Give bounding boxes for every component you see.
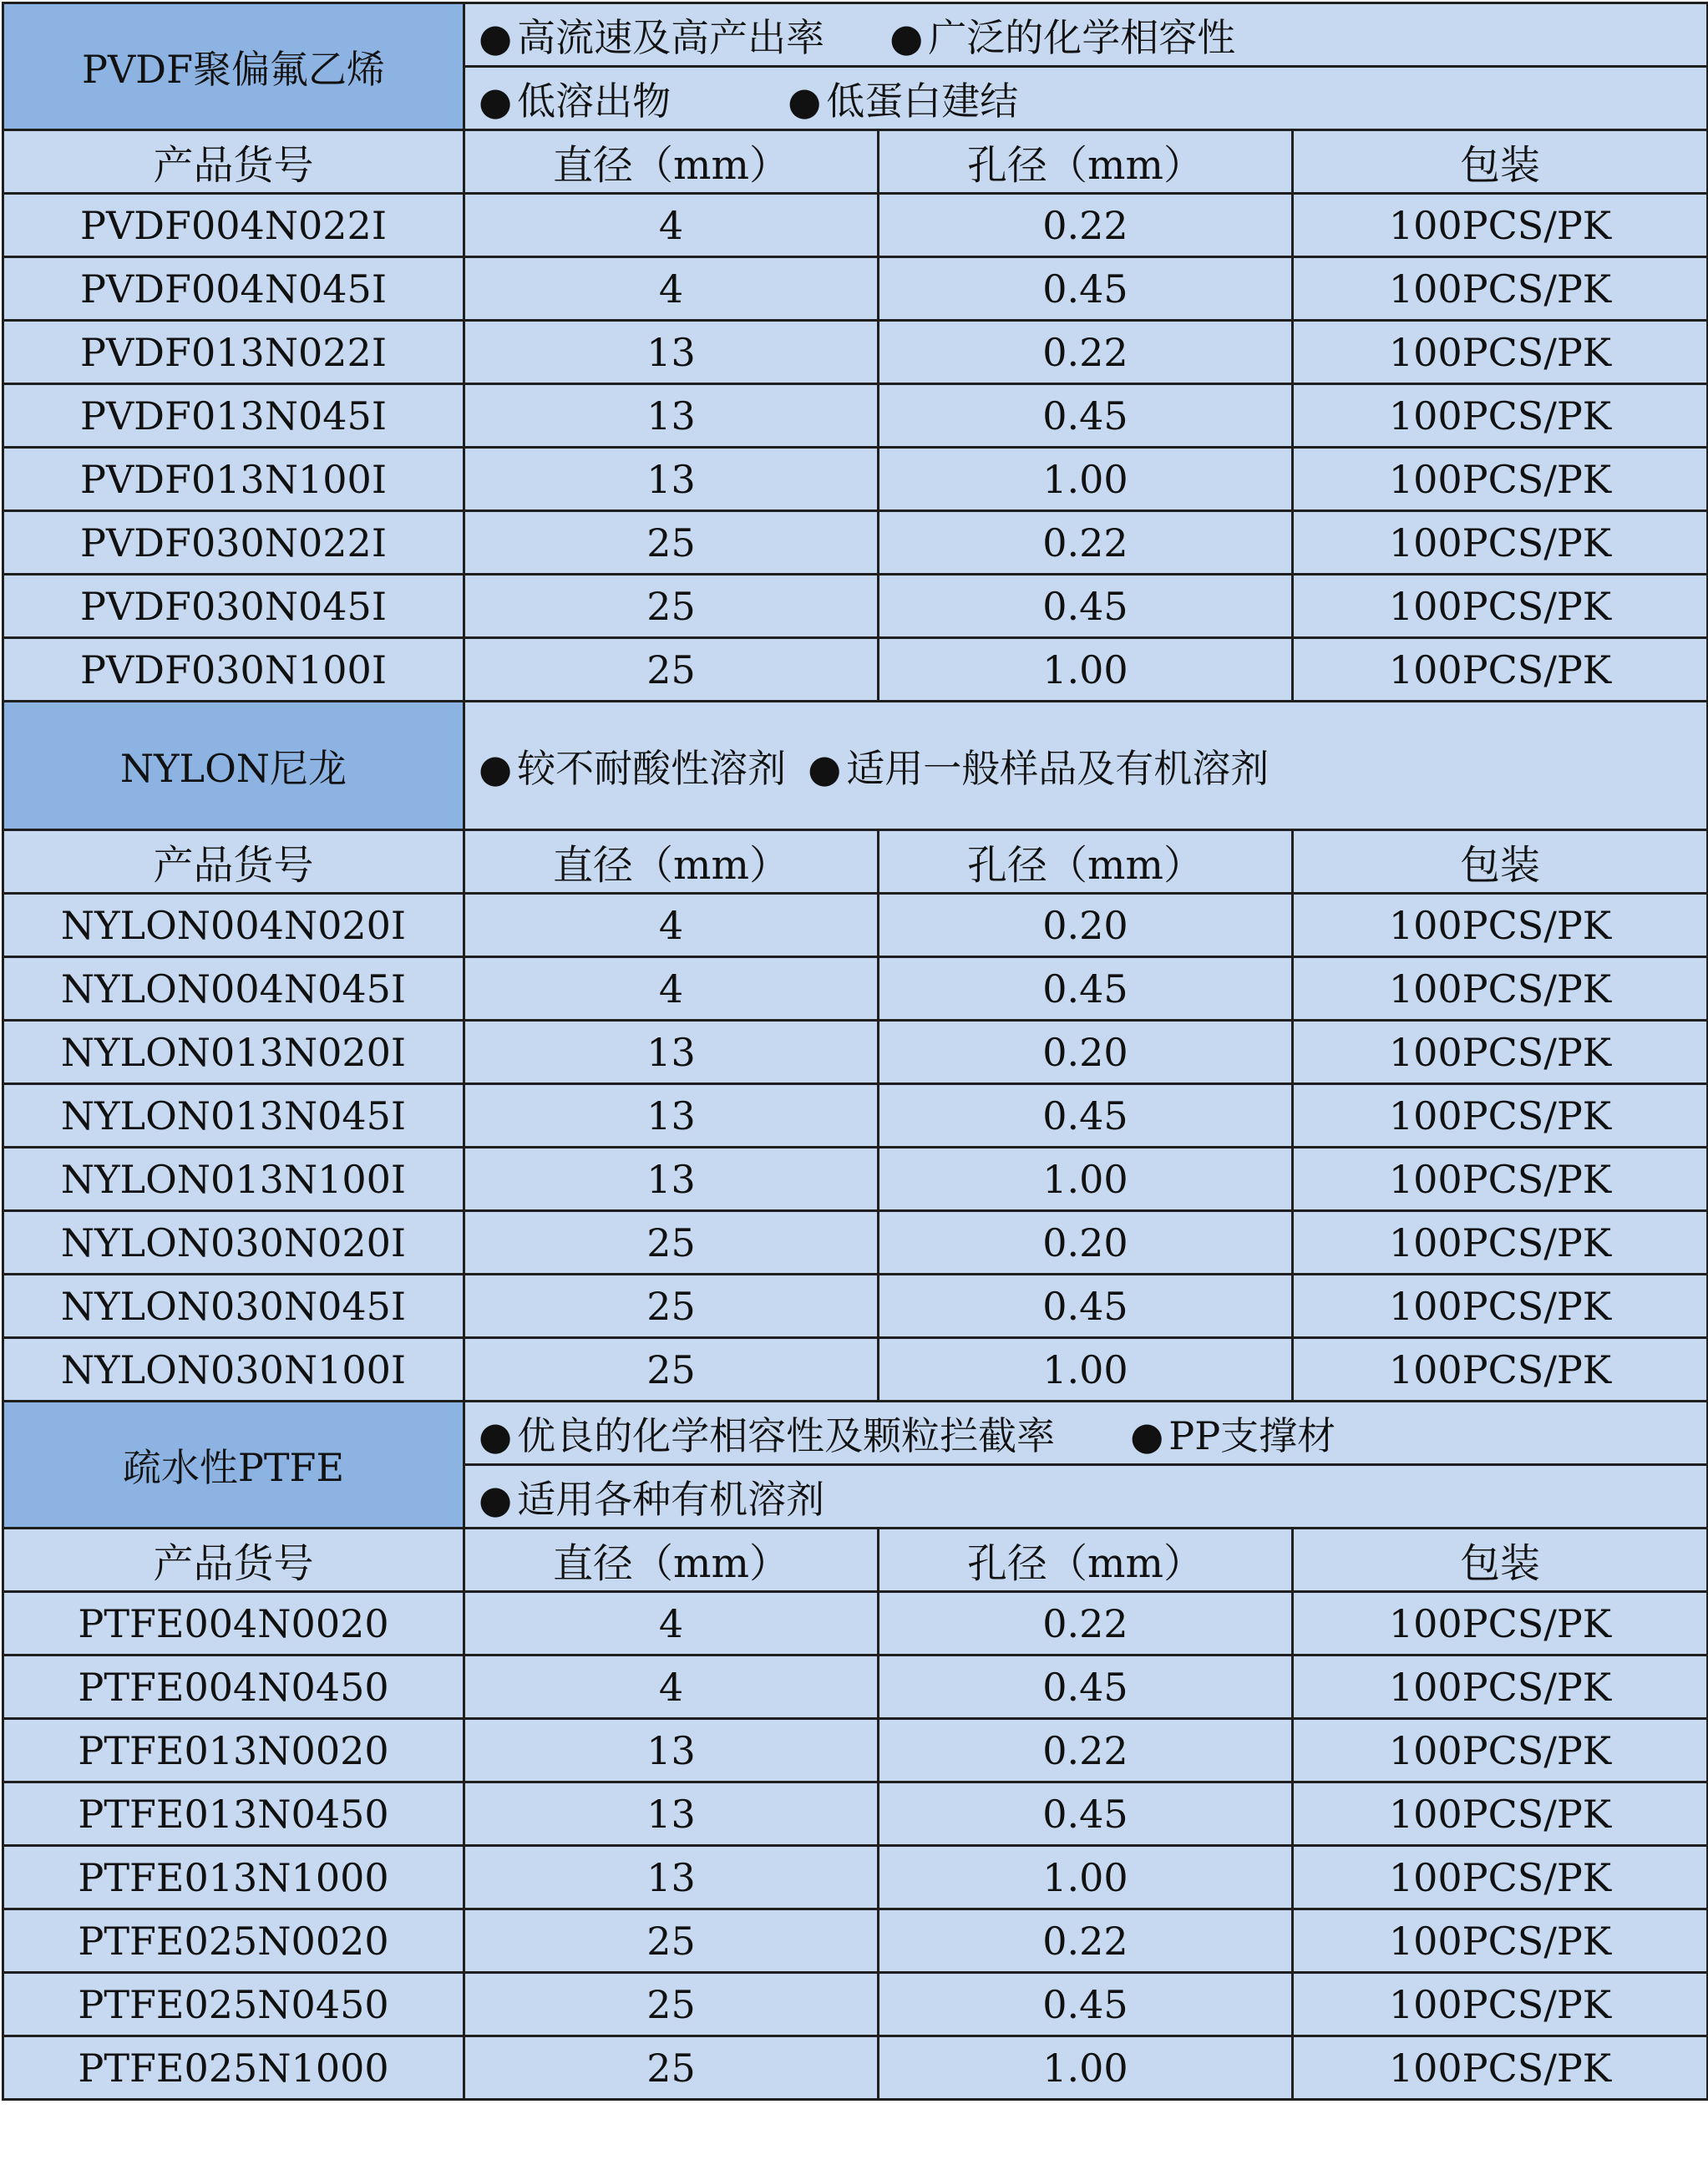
diameter-cell: 13 bbox=[464, 448, 879, 511]
part-number-cell: PTFE013N1000 bbox=[3, 1846, 464, 1909]
part-number-cell: PVDF013N022I bbox=[3, 321, 464, 384]
bullet-icon: ● bbox=[1130, 1412, 1164, 1458]
pore-size-cell: 0.22 bbox=[879, 1909, 1293, 1973]
part-number-cell: PVDF030N022I bbox=[3, 511, 464, 575]
pore-size-cell: 1.00 bbox=[879, 448, 1293, 511]
table-row bbox=[3, 1655, 1708, 1719]
part-number-cell: NYLON013N045I bbox=[3, 1084, 464, 1148]
diameter-cell: 25 bbox=[464, 511, 879, 575]
packaging-cell: 100PCS/PK bbox=[1293, 1909, 1708, 1973]
pore-size-cell: 1.00 bbox=[879, 1846, 1293, 1909]
column-header-pore-size: 孔径（mm） bbox=[879, 130, 1293, 194]
pore-size-cell: 0.45 bbox=[879, 1973, 1293, 2036]
packaging-cell: 100PCS/PK bbox=[1293, 575, 1708, 638]
packaging-cell: 100PCS/PK bbox=[1293, 1592, 1708, 1655]
table-row bbox=[3, 384, 1708, 448]
part-number-cell: PTFE025N1000 bbox=[3, 2036, 464, 2100]
packaging-cell: 100PCS/PK bbox=[1293, 448, 1708, 511]
filter-product-table bbox=[2, 2, 1708, 2101]
packaging-cell: 100PCS/PK bbox=[1293, 1782, 1708, 1846]
pore-size-cell: 0.20 bbox=[879, 1211, 1293, 1275]
bullet-icon: ● bbox=[479, 1476, 513, 1522]
diameter-cell: 25 bbox=[464, 2036, 879, 2100]
pore-size-cell: 1.00 bbox=[879, 2036, 1293, 2100]
pore-size-cell: 0.45 bbox=[879, 1275, 1293, 1338]
packaging-cell: 100PCS/PK bbox=[1293, 1846, 1708, 1909]
column-header-packaging: 包装 bbox=[1293, 830, 1708, 894]
pore-size-cell: 0.45 bbox=[879, 1782, 1293, 1846]
packaging-cell: 100PCS/PK bbox=[1293, 321, 1708, 384]
part-number-cell: PVDF004N045I bbox=[3, 257, 464, 321]
table-row bbox=[3, 1211, 1708, 1275]
pore-size-cell: 0.45 bbox=[879, 1655, 1293, 1719]
part-number-cell: NYLON030N100I bbox=[3, 1338, 464, 1402]
part-number-cell: PVDF004N022I bbox=[3, 194, 464, 257]
packaging-cell: 100PCS/PK bbox=[1293, 957, 1708, 1021]
diameter-cell: 25 bbox=[464, 1909, 879, 1973]
packaging-cell: 100PCS/PK bbox=[1293, 894, 1708, 957]
bullet-icon: ● bbox=[479, 78, 513, 124]
part-number-cell: PTFE004N0020 bbox=[3, 1592, 464, 1655]
feature-line bbox=[464, 702, 1708, 830]
table-row bbox=[3, 575, 1708, 638]
part-number-cell: NYLON004N020I bbox=[3, 894, 464, 957]
diameter-cell: 13 bbox=[464, 1084, 879, 1148]
feature-text: PP支撑材 bbox=[1168, 1412, 1336, 1458]
diameter-cell: 25 bbox=[464, 1973, 879, 2036]
table-row bbox=[3, 2036, 1708, 2100]
diameter-cell: 4 bbox=[464, 1592, 879, 1655]
feature-text: 高流速及高产出率 bbox=[517, 14, 825, 60]
column-header-diameter: 直径（mm） bbox=[464, 830, 879, 894]
pore-size-cell: 0.20 bbox=[879, 1021, 1293, 1084]
column-header-pore-size: 孔径（mm） bbox=[879, 830, 1293, 894]
diameter-cell: 13 bbox=[464, 1719, 879, 1782]
column-header-packaging: 包装 bbox=[1293, 130, 1708, 194]
table-row bbox=[3, 1084, 1708, 1148]
table-row bbox=[3, 257, 1708, 321]
table-row bbox=[3, 1719, 1708, 1782]
packaging-cell: 100PCS/PK bbox=[1293, 1021, 1708, 1084]
diameter-cell: 25 bbox=[464, 1211, 879, 1275]
packaging-cell: 100PCS/PK bbox=[1293, 1655, 1708, 1719]
feature-text: 适用各种有机溶剂 bbox=[517, 1476, 825, 1522]
table-row bbox=[3, 1846, 1708, 1909]
table-row bbox=[3, 1338, 1708, 1402]
table-row bbox=[3, 511, 1708, 575]
diameter-cell: 13 bbox=[464, 1846, 879, 1909]
diameter-cell: 25 bbox=[464, 575, 879, 638]
diameter-cell: 13 bbox=[464, 1782, 879, 1846]
feature-line bbox=[464, 67, 1708, 130]
feature-text: 适用一般样品及有机溶剂 bbox=[846, 745, 1270, 791]
packaging-cell: 100PCS/PK bbox=[1293, 1973, 1708, 2036]
pore-size-cell: 0.20 bbox=[879, 894, 1293, 957]
category-label: 疏水性PTFE bbox=[3, 1402, 464, 1529]
product-spec-sheet bbox=[2, 2, 1706, 2163]
diameter-cell: 13 bbox=[464, 384, 879, 448]
pore-size-cell: 1.00 bbox=[879, 1148, 1293, 1211]
diameter-cell: 4 bbox=[464, 257, 879, 321]
pore-size-cell: 1.00 bbox=[879, 638, 1293, 702]
pore-size-cell: 0.22 bbox=[879, 321, 1293, 384]
table-row bbox=[3, 1148, 1708, 1211]
pore-size-cell: 1.00 bbox=[879, 1338, 1293, 1402]
table-row bbox=[3, 1021, 1708, 1084]
packaging-cell: 100PCS/PK bbox=[1293, 1211, 1708, 1275]
pore-size-cell: 0.22 bbox=[879, 511, 1293, 575]
column-header-diameter: 直径（mm） bbox=[464, 1529, 879, 1592]
bullet-icon: ● bbox=[479, 1412, 513, 1458]
bullet-icon: ● bbox=[479, 745, 513, 791]
section-nylon-feature-row bbox=[3, 702, 1708, 830]
pore-size-cell: 0.45 bbox=[879, 257, 1293, 321]
table-row bbox=[3, 1782, 1708, 1846]
pore-size-cell: 0.45 bbox=[879, 1084, 1293, 1148]
packaging-cell: 100PCS/PK bbox=[1293, 1148, 1708, 1211]
column-header-part-number: 产品货号 bbox=[3, 130, 464, 194]
diameter-cell: 25 bbox=[464, 638, 879, 702]
pore-size-cell: 0.22 bbox=[879, 1592, 1293, 1655]
column-header-row bbox=[3, 130, 1708, 194]
table-row bbox=[3, 638, 1708, 702]
part-number-cell: PVDF030N045I bbox=[3, 575, 464, 638]
bullet-icon: ● bbox=[479, 14, 513, 60]
table-row bbox=[3, 957, 1708, 1021]
feature-text: 广泛的化学相容性 bbox=[928, 14, 1236, 60]
table-row bbox=[3, 894, 1708, 957]
feature-text: 优良的化学相容性及颗粒拦截率 bbox=[517, 1412, 1056, 1458]
section-ptfe-feature-row bbox=[3, 1402, 1708, 1465]
part-number-cell: NYLON004N045I bbox=[3, 957, 464, 1021]
pore-size-cell: 0.45 bbox=[879, 957, 1293, 1021]
pore-size-cell: 0.45 bbox=[879, 575, 1293, 638]
column-header-row bbox=[3, 830, 1708, 894]
feature-line bbox=[464, 1465, 1708, 1529]
column-header-part-number: 产品货号 bbox=[3, 830, 464, 894]
bullet-icon: ● bbox=[808, 745, 842, 791]
packaging-cell: 100PCS/PK bbox=[1293, 511, 1708, 575]
packaging-cell: 100PCS/PK bbox=[1293, 384, 1708, 448]
category-label: NYLON尼龙 bbox=[3, 702, 464, 830]
diameter-cell: 4 bbox=[464, 894, 879, 957]
part-number-cell: PVDF013N045I bbox=[3, 384, 464, 448]
part-number-cell: PVDF013N100I bbox=[3, 448, 464, 511]
table-row bbox=[3, 321, 1708, 384]
feature-line bbox=[464, 3, 1708, 67]
table-row bbox=[3, 1592, 1708, 1655]
part-number-cell: PTFE004N0450 bbox=[3, 1655, 464, 1719]
diameter-cell: 13 bbox=[464, 1021, 879, 1084]
packaging-cell: 100PCS/PK bbox=[1293, 2036, 1708, 2100]
packaging-cell: 100PCS/PK bbox=[1293, 1338, 1708, 1402]
packaging-cell: 100PCS/PK bbox=[1293, 1275, 1708, 1338]
part-number-cell: PTFE013N0450 bbox=[3, 1782, 464, 1846]
column-header-row bbox=[3, 1529, 1708, 1592]
table-row bbox=[3, 448, 1708, 511]
table-row bbox=[3, 1909, 1708, 1973]
diameter-cell: 4 bbox=[464, 194, 879, 257]
feature-text: 低溶出物 bbox=[517, 78, 672, 124]
bullet-icon: ● bbox=[788, 78, 822, 124]
part-number-cell: PVDF030N100I bbox=[3, 638, 464, 702]
column-header-packaging: 包装 bbox=[1293, 1529, 1708, 1592]
diameter-cell: 4 bbox=[464, 957, 879, 1021]
part-number-cell: NYLON030N020I bbox=[3, 1211, 464, 1275]
pore-size-cell: 0.45 bbox=[879, 384, 1293, 448]
packaging-cell: 100PCS/PK bbox=[1293, 1719, 1708, 1782]
part-number-cell: NYLON013N020I bbox=[3, 1021, 464, 1084]
bullet-icon: ● bbox=[889, 14, 924, 60]
pore-size-cell: 0.22 bbox=[879, 194, 1293, 257]
column-header-part-number: 产品货号 bbox=[3, 1529, 464, 1592]
packaging-cell: 100PCS/PK bbox=[1293, 257, 1708, 321]
packaging-cell: 100PCS/PK bbox=[1293, 638, 1708, 702]
part-number-cell: PTFE013N0020 bbox=[3, 1719, 464, 1782]
part-number-cell: PTFE025N0450 bbox=[3, 1973, 464, 2036]
feature-line bbox=[464, 1402, 1708, 1465]
diameter-cell: 25 bbox=[464, 1275, 879, 1338]
feature-text: 较不耐酸性溶剂 bbox=[517, 745, 787, 791]
packaging-cell: 100PCS/PK bbox=[1293, 194, 1708, 257]
table-row bbox=[3, 194, 1708, 257]
diameter-cell: 13 bbox=[464, 321, 879, 384]
column-header-pore-size: 孔径（mm） bbox=[879, 1529, 1293, 1592]
section-pvdf-feature-row bbox=[3, 3, 1708, 67]
table-row bbox=[3, 1275, 1708, 1338]
diameter-cell: 13 bbox=[464, 1148, 879, 1211]
diameter-cell: 4 bbox=[464, 1655, 879, 1719]
part-number-cell: NYLON030N045I bbox=[3, 1275, 464, 1338]
part-number-cell: PTFE025N0020 bbox=[3, 1909, 464, 1973]
feature-text: 低蛋白建结 bbox=[826, 78, 1019, 124]
part-number-cell: NYLON013N100I bbox=[3, 1148, 464, 1211]
category-label: PVDF聚偏氟乙烯 bbox=[3, 3, 464, 130]
pore-size-cell: 0.22 bbox=[879, 1719, 1293, 1782]
column-header-diameter: 直径（mm） bbox=[464, 130, 879, 194]
diameter-cell: 25 bbox=[464, 1338, 879, 1402]
table-row bbox=[3, 1973, 1708, 2036]
packaging-cell: 100PCS/PK bbox=[1293, 1084, 1708, 1148]
